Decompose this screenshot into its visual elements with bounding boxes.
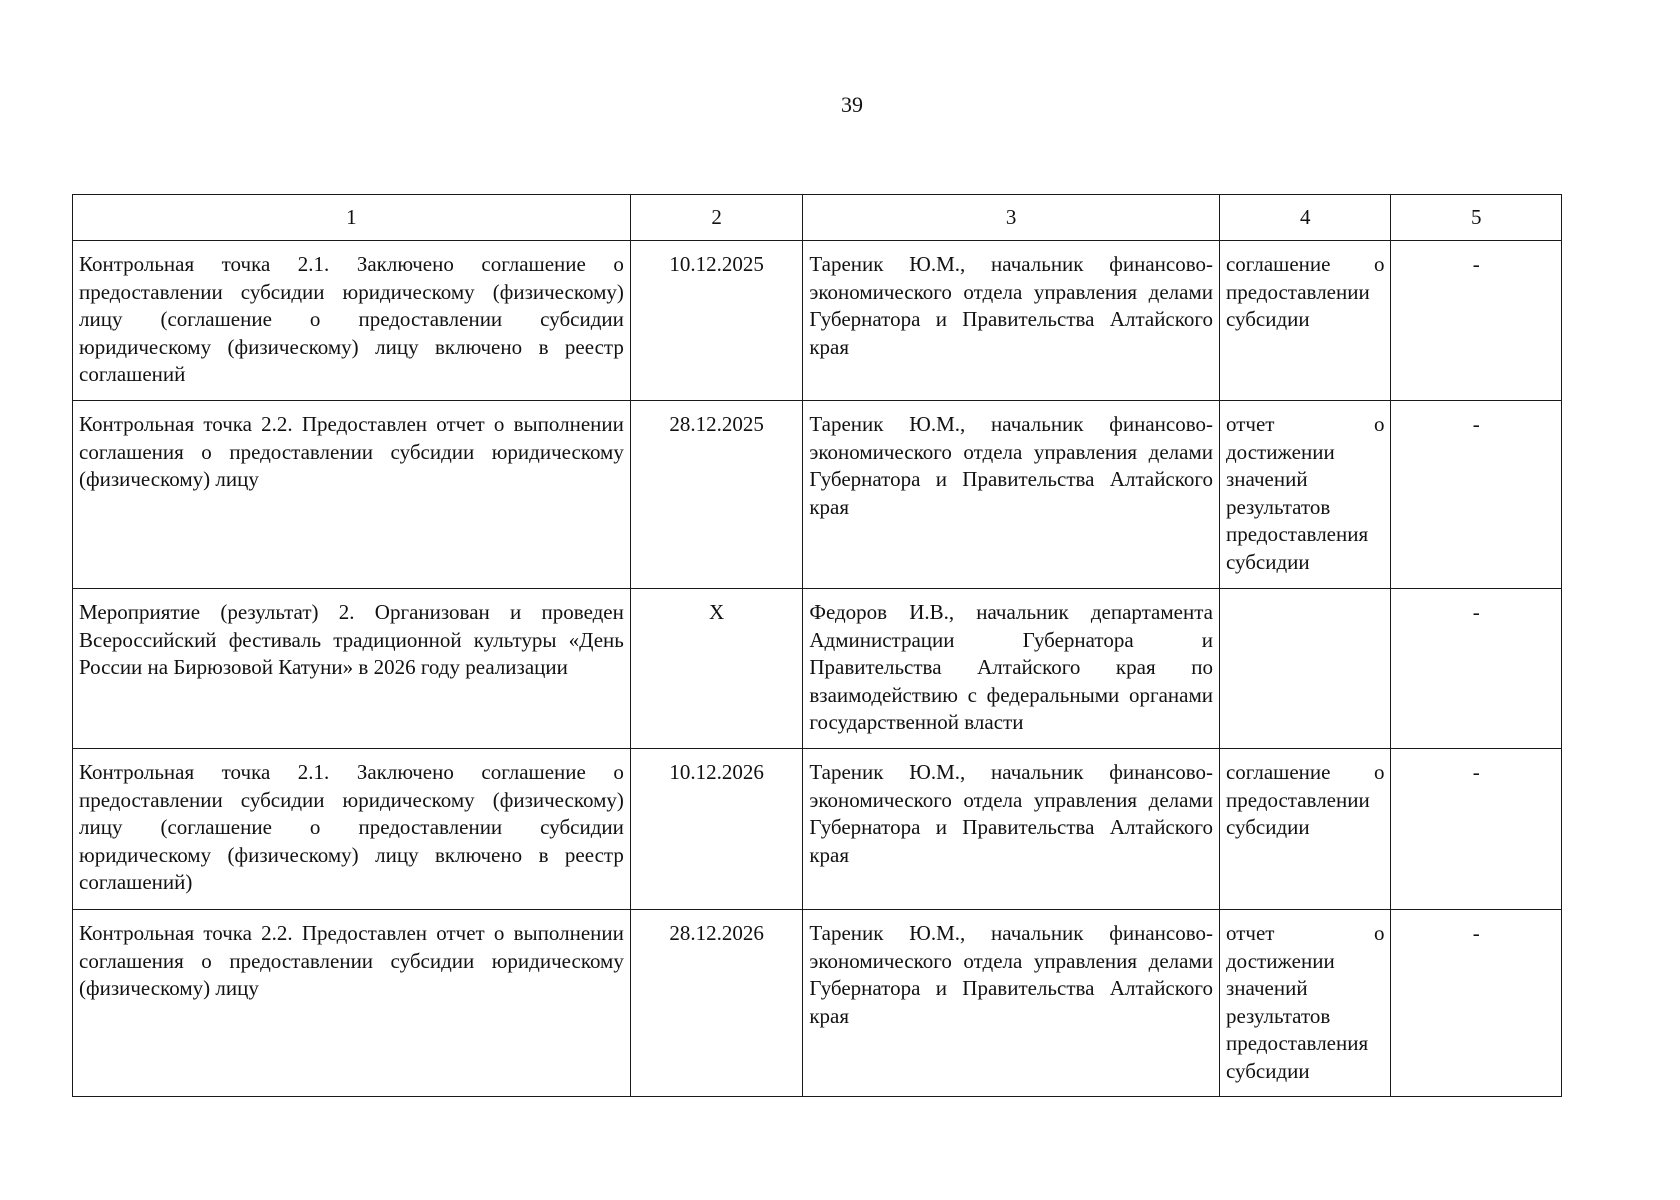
column-5-value: - <box>1472 921 1480 945</box>
deadline-cell <box>630 749 803 910</box>
responsible-cell <box>803 910 1220 1097</box>
table-header-row <box>73 195 1562 241</box>
document-cell <box>1219 589 1390 749</box>
event-description-cell <box>73 401 631 589</box>
column-header-1: 1 <box>73 195 631 241</box>
responsible-cell <box>803 589 1220 749</box>
deadline-cell <box>630 589 803 749</box>
event-description: Контрольная точка 2.1. Заключено соглашение о предоставлении субсидии юридическому (физическому) лицу (соглашение о предоставлении субсидии юридическому (физическому) лицу включено в реестр соглашений <box>79 252 624 386</box>
deadline-date: Х <box>709 600 725 624</box>
responsible-person: Тареник Ю.М., начальник финансово-экономического отдела управления делами Губернатора и Правительства Алтайского края <box>809 252 1213 359</box>
page-number: 39 <box>841 92 863 117</box>
event-description: Контрольная точка 2.1. Заключено соглашение о предоставлении субсидии юридическому (физическому) лицу (соглашение о предоставлении субсидии юридическому (физическому) лицу включено в реестр соглашений) <box>79 760 624 894</box>
responsible-person: Тареник Ю.М., начальник финансово-экономического отдела управления делами Губернатора и Правительства Алтайского края <box>809 760 1213 867</box>
document-type: соглашение о предоставлении субсидии <box>1225 252 1385 331</box>
table-row <box>73 241 1562 401</box>
column-5-value: - <box>1472 412 1480 436</box>
event-description: Контрольная точка 2.2. Предоставлен отчет о выполнении соглашения о предоставлении субсидии юридическому (физическому) лицу <box>79 412 624 491</box>
deadline-date: 10.12.2026 <box>669 760 764 784</box>
event-description-cell <box>73 241 631 401</box>
responsible-person: Федоров И.В., начальник департамента Администрации Губернатора и Правительства Алтайского края по взаимодействию с федеральными органами государственной власти <box>809 600 1213 734</box>
deadline-date: 28.12.2025 <box>669 412 764 436</box>
column-5-value: - <box>1472 600 1480 624</box>
deadline-cell <box>630 910 803 1097</box>
column-5-cell <box>1391 910 1562 1097</box>
document-type: отчет о достижении значений результатов предоставления субсидии <box>1225 921 1385 1083</box>
responsible-person: Тареник Ю.М., начальник финансово-экономического отдела управления делами Губернатора и Правительства Алтайского края <box>809 921 1213 1028</box>
column-header-2: 2 <box>630 195 803 241</box>
control-points-table <box>72 194 1562 1097</box>
event-description-cell <box>73 749 631 910</box>
document-cell <box>1219 241 1390 401</box>
responsible-cell <box>803 749 1220 910</box>
document-type: соглашение о предоставлении субсидии <box>1225 760 1385 839</box>
event-description-cell <box>73 589 631 749</box>
event-description: Контрольная точка 2.2. Предоставлен отчет о выполнении соглашения о предоставлении субсидии юридическому (физическому) лицу <box>79 921 624 1000</box>
responsible-cell <box>803 241 1220 401</box>
column-header-5: 5 <box>1391 195 1562 241</box>
column-5-value: - <box>1472 760 1480 784</box>
table-row <box>73 589 1562 749</box>
responsible-cell <box>803 401 1220 589</box>
responsible-person: Тареник Ю.М., начальник финансово-экономического отдела управления делами Губернатора и Правительства Алтайского края <box>809 412 1213 519</box>
document-type: отчет о достижении значений результатов предоставления субсидии <box>1225 412 1385 574</box>
document-cell <box>1219 749 1390 910</box>
table-row <box>73 401 1562 589</box>
document-type <box>1220 589 1390 605</box>
deadline-cell <box>630 241 803 401</box>
event-description-cell <box>73 910 631 1097</box>
table-row <box>73 749 1562 910</box>
column-5-cell <box>1391 749 1562 910</box>
column-5-cell <box>1391 241 1562 401</box>
column-5-value: - <box>1472 252 1480 276</box>
column-header-4: 4 <box>1219 195 1390 241</box>
column-header-3: 3 <box>803 195 1220 241</box>
event-description: Мероприятие (результат) 2. Организован и проведен Всероссийский фестиваль традиционной культуры «День России на Бирюзовой Катуни» в 2026 году реализации <box>79 600 624 679</box>
deadline-date: 10.12.2025 <box>669 252 764 276</box>
column-5-cell <box>1391 401 1562 589</box>
deadline-date: 28.12.2026 <box>669 921 764 945</box>
column-5-cell <box>1391 589 1562 749</box>
deadline-cell <box>630 401 803 589</box>
document-cell <box>1219 910 1390 1097</box>
table-row <box>73 910 1562 1097</box>
document-cell <box>1219 401 1390 589</box>
